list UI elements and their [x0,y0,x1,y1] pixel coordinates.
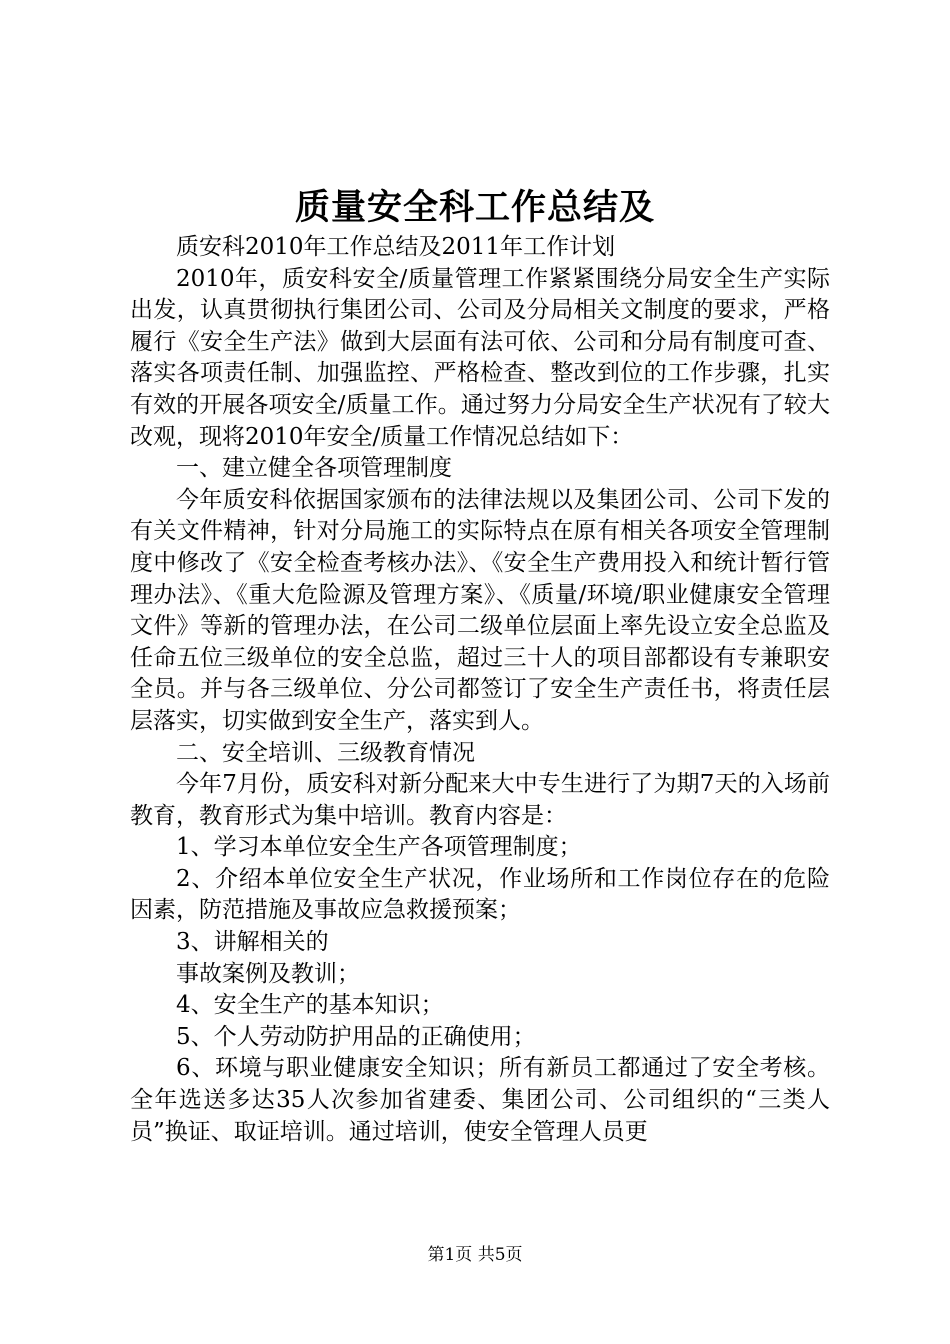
section-heading-1: 一、建立健全各项管理制度 [176,455,452,482]
list-item-6: 6、环境与职业健康安全知识；所有新员工都通过了安全考核。全年选送多达35人次参加省建委、集团公司、公司组织的“三类人员”换证、取证培训。通过培训，使安全管理人员更 [130,1055,830,1145]
list-item-2: 2、介绍本单位安全生产状况，作业场所和工作岗位存在的危险因素，防范措施及事故应急救援预案； [130,865,830,924]
paragraph-intro: 2010年，质安科安全/质量管理工作紧紧围绕分局安全生产实际出发，认真贯彻执行集团公司、公司及分局相关文制度的要求，严格履行《安全生产法》做到大层面有法可依、公司和分局有制度可查、落实各项责任制、加强监控、严格检查、整改到位的工作步骤，扎实有效的开展各项安全/质量工作。通过努力分局安全生产状况有了较大改观，现将2010年安全/质量工作情况总结如下： [130,265,830,450]
paragraph-subtitle: 质安科2010年工作总结及2011年工作计划 [176,234,616,260]
list-item-1: 1、学习本单位安全生产各项管理制度； [176,834,582,861]
paragraph-section-1: 今年质安科依据国家颁布的法律法规以及集团公司、公司下发的有关文件精神，针对分局施工的实际特点在原有相关各项安全管理制度中修改了《安全检查考核办法》、《安全生产费用投入和统计暂行管理办法》、《重大危险源及管理方案》、《质量/环境/职业健康安全管理文件》等新的管理办法，在公司二级单位层面上率先设立安全总监及任命五位三级单位的安全总监，超过三十人的项目部都设有专兼职安全员。并与各三级单位、分公司都签订了安全生产责任书，将责任层层落实，切实做到安全生产，落实到人。 [130,486,830,734]
list-item-3: 3、讲解相关的 [176,929,329,956]
document-body [130,232,830,1148]
list-item-4: 4、安全生产的基本知识； [176,992,444,1019]
page-footer: 第1页 共5页 [427,1245,523,1265]
section-heading-2: 二、安全培训、三级教育情况 [176,739,475,766]
paragraph-section-2: 今年7月份，质安科对新分配来大中专生进行了为期7天的入场前教育，教育形式为集中培训。教育内容是： [130,771,830,829]
list-item-5: 5、个人劳动防护用品的正确使用； [176,1023,536,1050]
document-title: 质量安全科工作总结及 [294,188,655,228]
list-item-3-continued: 事故案例及教训； [176,960,360,987]
